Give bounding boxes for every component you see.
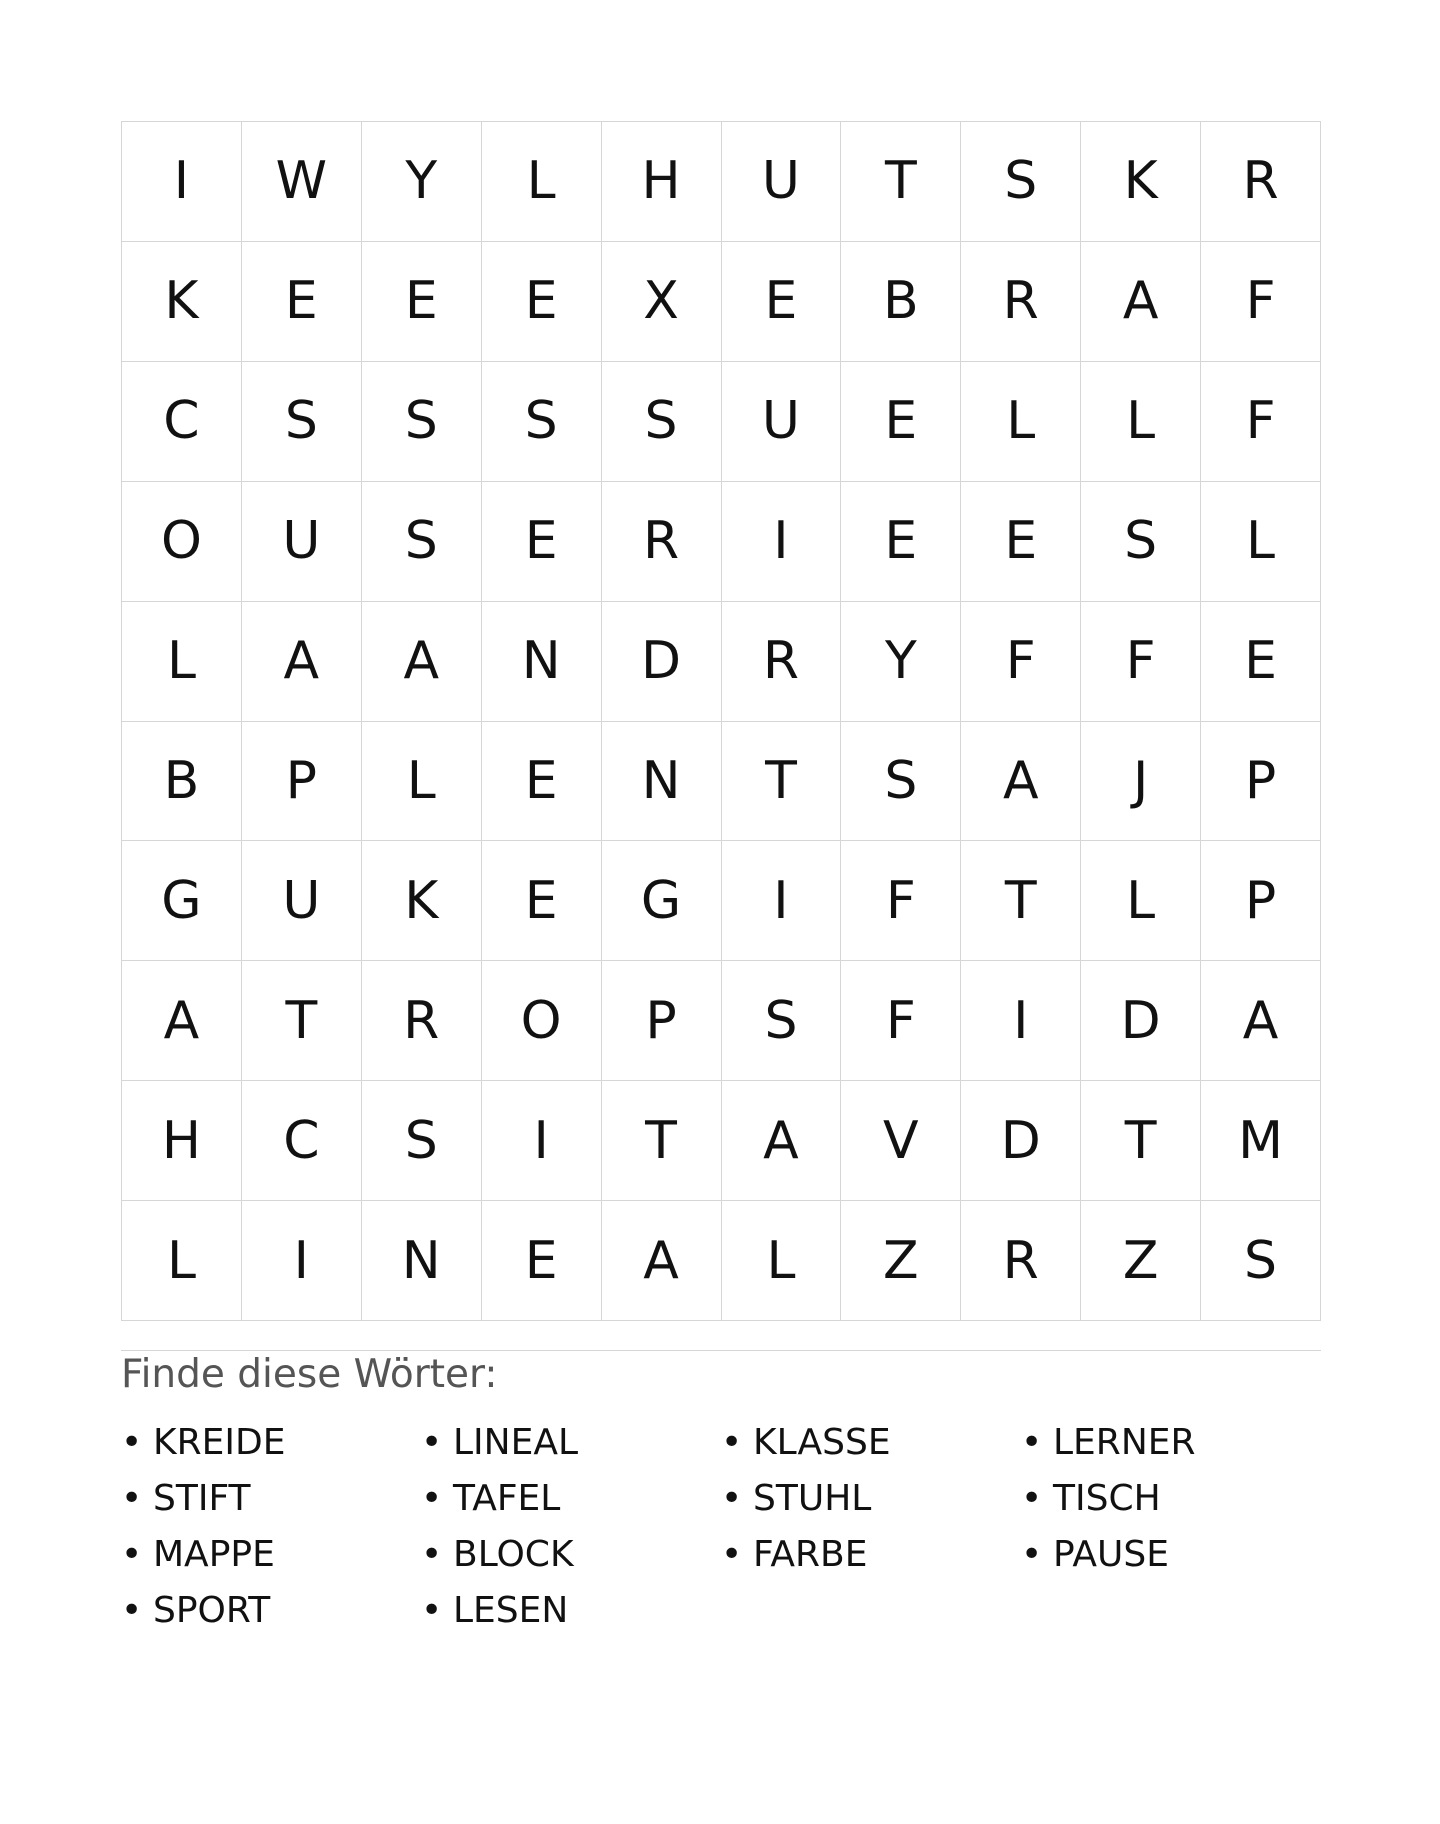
grid-cell[interactable]: A [961,722,1081,842]
grid-cell[interactable]: F [841,841,961,961]
grid-cell[interactable]: L [1081,841,1201,961]
word-list-item [421,1470,721,1526]
word-list-item [121,1414,421,1470]
grid-cell[interactable]: B [841,242,961,362]
word-label: FARBE [753,1533,868,1575]
grid-cell[interactable]: T [961,841,1081,961]
grid-cell[interactable]: S [242,362,362,482]
word-list-item [421,1582,721,1638]
grid-cell[interactable]: S [961,122,1081,242]
grid-cell[interactable]: K [122,242,242,362]
grid-cell[interactable]: I [722,841,842,961]
word-label: LESEN [453,1589,569,1631]
grid-cell[interactable]: E [482,242,602,362]
grid-cell[interactable]: G [122,841,242,961]
word-list-item [1021,1414,1321,1470]
grid-cell[interactable]: I [122,122,242,242]
grid-cell[interactable]: S [362,482,482,602]
bullet-icon: • [1021,1533,1043,1575]
grid-cell[interactable]: K [362,841,482,961]
bullet-icon: • [1021,1477,1043,1519]
grid-cell[interactable]: D [602,602,722,722]
grid-cell[interactable]: F [1081,602,1201,722]
grid-cell[interactable]: H [602,122,722,242]
grid-cell[interactable]: T [602,1081,722,1201]
word-list-item [421,1414,721,1470]
bullet-icon: • [421,1533,443,1575]
grid-cell[interactable]: E [482,1201,602,1321]
word-label: STIFT [153,1477,251,1519]
grid-cell[interactable]: E [841,362,961,482]
word-label: LINEAL [453,1421,579,1463]
word-list-item [121,1470,421,1526]
grid-cell[interactable]: E [482,722,602,842]
grid-cell[interactable]: U [242,482,362,602]
word-label: SPORT [153,1589,271,1631]
grid-cell[interactable]: S [482,362,602,482]
word-list-item [721,1526,1021,1582]
grid-cell[interactable]: Z [1081,1201,1201,1321]
word-label: LERNER [1053,1421,1196,1463]
grid-cell[interactable]: U [242,841,362,961]
bullet-icon: • [421,1589,443,1631]
grid-cell[interactable]: R [602,482,722,602]
grid-cell[interactable]: M [1201,1081,1321,1201]
grid-cell[interactable]: R [1201,122,1321,242]
grid-cell[interactable]: I [961,961,1081,1081]
grid-cell[interactable]: V [841,1081,961,1201]
word-list-item [721,1414,1021,1470]
word-label: PAUSE [1053,1533,1169,1575]
grid-cell[interactable]: X [602,242,722,362]
word-list-item [1021,1526,1321,1582]
word-list [121,1414,1321,1638]
grid-cell[interactable]: R [961,242,1081,362]
grid-cell[interactable]: E [242,242,362,362]
grid-cell[interactable]: E [362,242,482,362]
grid-cell[interactable]: C [242,1081,362,1201]
grid-cell[interactable]: L [122,602,242,722]
grid-cell[interactable]: E [961,482,1081,602]
grid-cell[interactable]: S [362,362,482,482]
grid-cell[interactable]: L [482,122,602,242]
word-label: STUHL [753,1477,872,1519]
grid-cell[interactable]: L [122,1201,242,1321]
grid-cell[interactable]: S [841,722,961,842]
grid-cell[interactable]: T [1081,1081,1201,1201]
grid-cell[interactable]: W [242,122,362,242]
grid-cell[interactable]: P [602,961,722,1081]
word-list-item [1021,1470,1321,1526]
section-divider [121,1350,1321,1351]
grid-cell[interactable]: L [961,362,1081,482]
grid-cell[interactable]: Y [362,122,482,242]
grid-cell[interactable]: S [722,961,842,1081]
word-list-item [721,1470,1021,1526]
bullet-icon: • [121,1421,143,1463]
grid-cell[interactable]: C [122,362,242,482]
grid-cell[interactable]: I [242,1201,362,1321]
word-label: BLOCK [453,1533,574,1575]
grid-cell[interactable]: F [1201,242,1321,362]
letter-grid [121,121,1321,1321]
grid-cell[interactable]: K [1081,122,1201,242]
word-label: KREIDE [153,1421,286,1463]
grid-cell[interactable]: S [1201,1201,1321,1321]
grid-cell[interactable]: U [722,362,842,482]
grid-cell[interactable]: R [362,961,482,1081]
grid-cell[interactable]: I [722,482,842,602]
grid-cell[interactable]: F [841,961,961,1081]
grid-cell[interactable]: A [122,961,242,1081]
grid-cell[interactable]: P [242,722,362,842]
word-list-item [121,1582,421,1638]
grid-cell[interactable]: A [602,1201,722,1321]
grid-cell[interactable]: A [1081,242,1201,362]
grid-cell[interactable]: E [841,482,961,602]
grid-cell[interactable]: I [482,1081,602,1201]
word-list-item [121,1526,421,1582]
grid-cell[interactable]: E [1201,602,1321,722]
grid-cell[interactable]: A [1201,961,1321,1081]
grid-cell[interactable]: D [961,1081,1081,1201]
grid-cell[interactable]: J [1081,722,1201,842]
grid-cell[interactable]: T [841,122,961,242]
bullet-icon: • [721,1477,743,1519]
grid-cell[interactable]: E [482,482,602,602]
grid-cell[interactable]: N [482,602,602,722]
words-heading: Finde diese Wörter: [121,1352,498,1397]
grid-cell[interactable]: P [1201,841,1321,961]
bullet-icon: • [421,1421,443,1463]
grid-cell[interactable]: A [242,602,362,722]
grid-cell[interactable]: D [1081,961,1201,1081]
grid-cell[interactable]: A [362,602,482,722]
grid-cell[interactable]: L [722,1201,842,1321]
bullet-icon: • [121,1477,143,1519]
grid-cell[interactable]: T [242,961,362,1081]
bullet-icon: • [721,1421,743,1463]
grid-cell[interactable]: L [362,722,482,842]
grid-cell[interactable]: S [1081,482,1201,602]
bullet-icon: • [1021,1421,1043,1463]
grid-cell[interactable]: U [722,122,842,242]
bullet-icon: • [421,1477,443,1519]
grid-cell[interactable]: F [1201,362,1321,482]
grid-cell[interactable]: O [122,482,242,602]
grid-cell[interactable]: R [961,1201,1081,1321]
bullet-icon: • [721,1533,743,1575]
word-label: MAPPE [153,1533,275,1575]
grid-cell[interactable]: L [1201,482,1321,602]
grid-cell[interactable]: R [722,602,842,722]
bullet-icon: • [121,1589,143,1631]
grid-cell[interactable]: Y [841,602,961,722]
word-label: TISCH [1053,1477,1161,1519]
grid-cell[interactable]: L [1081,362,1201,482]
grid-cell[interactable]: Z [841,1201,961,1321]
grid-cell[interactable]: E [482,841,602,961]
grid-cell[interactable]: A [722,1081,842,1201]
grid-cell[interactable]: E [722,242,842,362]
grid-cell[interactable]: T [722,722,842,842]
word-label: TAFEL [453,1477,561,1519]
grid-cell[interactable]: O [482,961,602,1081]
grid-cell[interactable]: N [362,1201,482,1321]
word-list-item [421,1526,721,1582]
grid-cell[interactable]: H [122,1081,242,1201]
grid-cell[interactable]: F [961,602,1081,722]
grid-cell[interactable]: P [1201,722,1321,842]
bullet-icon: • [121,1533,143,1575]
grid-cell[interactable]: B [122,722,242,842]
grid-cell[interactable]: S [362,1081,482,1201]
grid-cell[interactable]: G [602,841,722,961]
grid-cell[interactable]: N [602,722,722,842]
grid-cell[interactable]: S [602,362,722,482]
word-label: KLASSE [753,1421,891,1463]
